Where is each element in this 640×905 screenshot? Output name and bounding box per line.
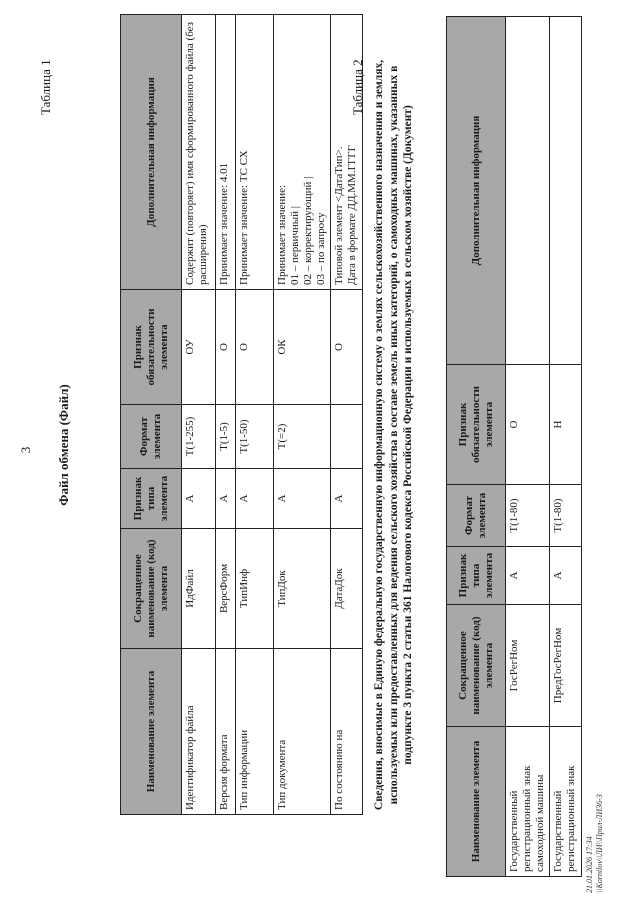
table-cell: Принимает значение: ТС СХ (236, 15, 274, 290)
table-cell: Т(1-255) (182, 405, 216, 469)
table-cell: Государственный регистрационный знак (550, 727, 582, 877)
table1-header-cell: Признак типа элемента (121, 469, 182, 529)
page-number: 3 (18, 446, 33, 454)
table2 (446, 16, 582, 877)
footer-timestamp: 21.01.2026 17:34 (585, 836, 594, 893)
table-cell: А (216, 469, 236, 529)
table-row (274, 15, 331, 815)
table-row (550, 17, 582, 877)
table2-header-row (447, 17, 506, 877)
table-cell: ВерсФорм (216, 529, 236, 649)
table-cell: А (506, 547, 550, 605)
table-cell: Версия формата (216, 649, 236, 815)
table-cell: Т(1-50) (236, 405, 274, 469)
table-cell: О (216, 290, 236, 405)
table-row (236, 15, 274, 815)
table-cell: А (236, 469, 274, 529)
table-cell: ДатаДок (331, 529, 363, 649)
table-cell: ПредГосРегНом (550, 605, 582, 727)
table-cell: А (550, 547, 582, 605)
table1-header-row (121, 15, 182, 815)
table1-header-cell: Сокращенное наименование (код) элемента (121, 529, 182, 649)
table1-header-cell: Формат элемента (121, 405, 182, 469)
table-cell (331, 405, 363, 469)
table-cell: Т(1-80) (506, 485, 550, 547)
table-cell: Принимает значение: 4.01 (216, 15, 236, 290)
table-cell: Т(1-5) (216, 405, 236, 469)
table-cell: По состоянию на (331, 649, 363, 815)
table2-title: Сведения, вносимые в Единую федеральную государственную информационную систему о землях сельскохозяйственного назначения и землях, используемых или предоставленных для ведения сельского хозяйства в составе земель иных категорий, о самоходных машинах, указанных в подпункте 3 пункта 2 статьи 361 Налогового кодекса Российской Федерации и используемых в сельском хозяйстве (Документ) (373, 59, 414, 811)
table2-header-cell: Признак обязательности элемента (447, 365, 506, 485)
table-cell: ТипИнф (236, 529, 274, 649)
table-row (506, 17, 550, 877)
table2-header-cell: Наименование элемента (447, 727, 506, 877)
table-cell: Типовой элемент <ДатаТип>. Дата в формате ДД.ММ.ГГГГ (331, 15, 363, 290)
table-cell: ТипДок (274, 529, 331, 649)
table-cell (550, 17, 582, 365)
table-cell: Т(1-80) (550, 485, 582, 547)
table-row (216, 15, 236, 815)
table-cell: Идентификатор файла (182, 649, 216, 815)
table-cell: ОК (274, 290, 331, 405)
table-cell: Т(=2) (274, 405, 331, 469)
table1-header-cell: Наименование элемента (121, 649, 182, 815)
table-cell: А (331, 469, 363, 529)
table-cell: ГосРегНом (506, 605, 550, 727)
table-cell: Н (550, 365, 582, 485)
table1-label: Таблица 1 (38, 59, 53, 115)
table1-title: Файл обмена (Файл) (56, 384, 71, 506)
table2-header-cell: Дополнительная информация (447, 17, 506, 365)
table1-header-cell: Признак обязательности элемента (121, 290, 182, 405)
table-cell: ИдФайл (182, 529, 216, 649)
table-cell: Тип документа (274, 649, 331, 815)
table-cell: Тип информации (236, 649, 274, 815)
table-cell: Государственный регистрационный знак самоходной машины (506, 727, 550, 877)
table1-header-cell: Дополнительная информация (121, 15, 182, 290)
table2-header-cell: Формат элемента (447, 485, 506, 547)
table-cell: О (506, 365, 550, 485)
table-cell: А (182, 469, 216, 529)
table-cell: Содержит (повторяет) имя сформированного файла (без расширения) (182, 15, 216, 290)
footer (585, 794, 605, 893)
table-row (182, 15, 216, 815)
table-cell: А (274, 469, 331, 529)
table-cell: О (236, 290, 274, 405)
table-cell (506, 17, 550, 365)
table2-header-cell: Сокращенное наименование (код) элемента (447, 605, 506, 727)
table1 (120, 14, 363, 815)
table-cell: Принимает значение: 01 – первичный | 02 – корректирующий | 03 – по запросу (274, 15, 331, 290)
table-row (331, 15, 363, 815)
table2-header-cell: Признак типа элемента (447, 547, 506, 605)
table-cell: ОУ (182, 290, 216, 405)
table2-label: Таблица 2 (350, 59, 365, 115)
footer-path: \\Kornilov\\ЛИ\\Прил-ЛИ36-3 (595, 794, 604, 893)
table-cell: О (331, 290, 363, 405)
